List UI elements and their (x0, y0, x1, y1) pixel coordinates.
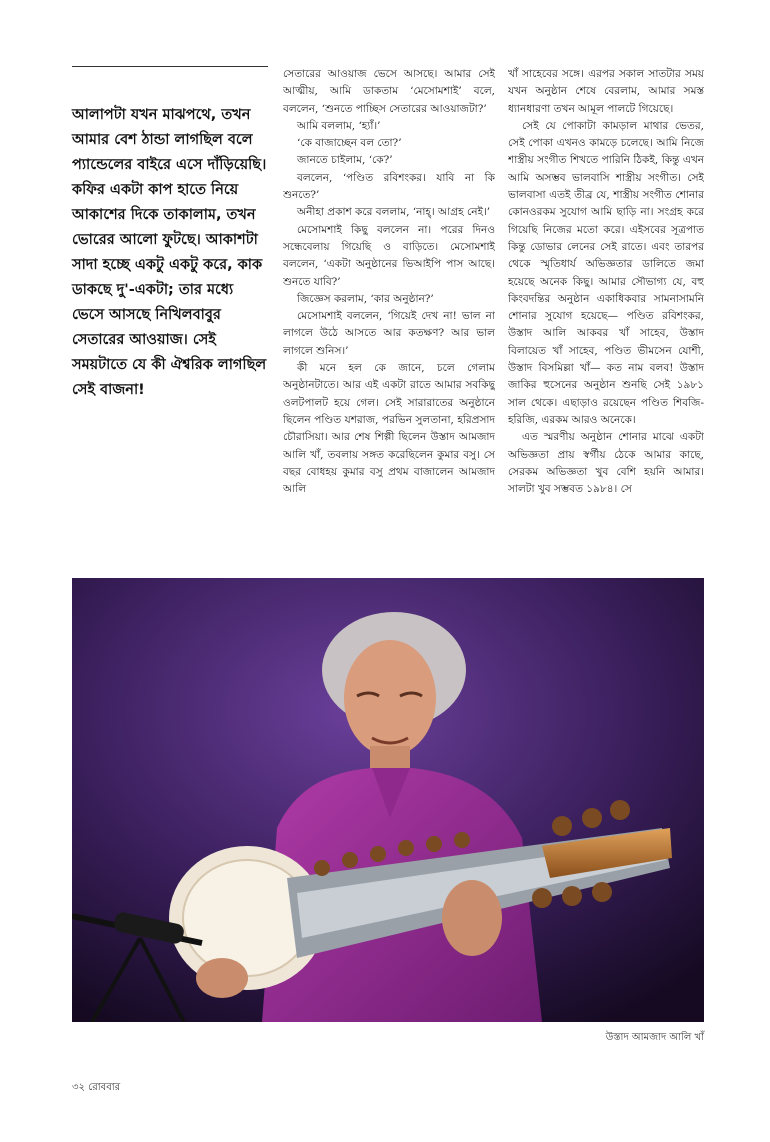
article-column-3 (508, 66, 704, 578)
col2-paragraph-10: কী মনে হল কে জানে, চলে গেলাম অনুষ্ঠানটাতে। আর এই একটা রাতে আমার সবকিছু ওলটপালট হয়ে গেল। সেই সারারাতের অনুষ্ঠানে ছিলেন পণ্ডিত যশরাজ, পরভিন সুলতানা, হরিপ্রসাদ চৌরাসিয়া। আর শেষ শিল্পী ছিলেন উস্তাদ আমজাদ আলি খাঁ, তবলায় সঙ্গত করেছিলেন কুমার বসু। সে বছর বোধহয় কুমার বসু প্রথম বাজালেন আমজাদ আলি (283, 362, 495, 496)
pull-quote: আলাপটা যখন মাঝপথে, তখন আমার বেশ ঠান্ডা লাগছিল বলে প্যান্ডেলের বাইরে এসে দাঁড়িয়েছি। কফির একটা কাপ হাতে নিয়ে আকাশের দিকে তাকালাম, তখন ভোরের আলো ফুটছে। আকাশটা সাদা হচ্ছে একটু একটু করে, কাক ডাকছে দু'-একটা; তার মধ্যে ভেসে আসছে নিখিলবাবুর সেতারের আওয়াজ। সেই সময়টাতে যে কী ঐশ্বরিক লাগছিল সেই বাজনা! (72, 107, 267, 398)
photo-caption: উস্তাদ আমজাদ আলি খাঁ (605, 1032, 704, 1043)
col3-paragraph-3: এত স্মরণীয় অনুষ্ঠান শোনার মাঝে একটা অভিজ্ঞতা প্রায় স্বর্গীয় ঠেকে আমার কাছে, সেরকম অভিজ্ঞতা খুব বেশি হয়নি আমার। সালটা খুব সম্ভবত ১৯৮৪। সে (508, 431, 704, 496)
col3-paragraph-2: সেই যে পোকাটা কামড়াল মাথার ভেতর, সেই পোকা এখনও কামড়ে চলেছে। আমি নিজে শাস্ত্রীয় সংগীত শিখতে পারিনি ঠিকই, কিন্তু এখন আমি অসম্ভব ভালবাসি শাস্ত্রীয় সংগীত। সেই ভালবাসা এতই তীব্র যে, শাস্ত্রীয় সংগীত শোনার কোনওরকম সুযোগ আমি ছাড়ি না। সংগ্রহ করে গিয়েছি নিজের মতো করে। এইসবের সূত্রপাত কিন্তু ডোভার লেনের সেই রাতে। এবং তারপর থেকে স্মৃতিধার্য অভিজ্ঞতার ডালিতে জমা হয়েছে অনেক কিছু। আমার সৌভাগ্য যে, বহু কিংবদন্তির অনুষ্ঠান একাধিকবার সামনাসামনি শোনার সুযোগ হয়েছে— পণ্ডিত রবিশংকর, উস্তাদ আলি আকবর খাঁ সাহেব, উস্তাদ বিলায়েত খাঁ সাহেব, পণ্ডিত ভীমসেন যোশী, উস্তাদ বিসমিল্লা খাঁ— কত নাম বলব! উস্তাদ জাকির হুসেনের অনুষ্ঠান শুনছি সেই ১৯৮১ সাল থেকে। এছাড়াও রয়েছেন পণ্ডিত শিবজি-হরিজি, এরকম আরও অনেকে। (508, 119, 704, 426)
col2-paragraph-1: সেতারের আওয়াজ ভেসে আসছে। আমার সেই আত্মীয়, আমি ডাকতাম ‘মেসোমশাই’ বলে, বললেন, ‘শুনতে পাচ্ছিস সেতারের আওয়াজটা?’ (283, 68, 495, 115)
musician-photo (72, 578, 704, 1022)
col2-paragraph-7: মেসোমশাই কিছু বললেন না। পরের দিনও সন্ধেবেলায় গিয়েছি ও বাড়িতে। মেসোমশাই বললেন, ‘একটা অনুষ্ঠানের ভিআইপি পাস আছে। শুনতে যাবি?’ (283, 223, 495, 288)
col2-paragraph-9: মেসোমশাই বললেন, ‘গিয়েই দেখ না! ভাল না লাগলে উঠে আসতে আর কতক্ষণ? আর ভাল লাগলে শুনিস।’ (283, 310, 495, 357)
col2-paragraph-2: আমি বললাম, ‘হ্যাঁ।’ (297, 119, 381, 132)
article-column-2 (283, 66, 495, 578)
col2-paragraph-3: ‘কে বাজাচ্ছেন বল তো?’ (297, 137, 402, 150)
col2-paragraph-5: বললেন, ‘পণ্ডিত রবিশংকর। যাবি না কি শুনতে?’ (283, 171, 495, 202)
page-folio: ৩২ রোববার (72, 1082, 121, 1093)
col2-paragraph-6: অনীহা প্রকাশ করে বললাম, ‘নাহ্। আগ্রহ নেই।’ (297, 206, 491, 219)
col2-paragraph-4: জানতে চাইলাম, ‘কে?’ (297, 154, 393, 167)
col3-paragraph-1: খাঁ সাহেবের সঙ্গে। এরপর সকাল সাতটার সময় যখন অনুষ্ঠান শেষে বেরলাম, আমার সমস্ত ধ্যানধারণা তখন আমূল পালটে গিয়েছে। (508, 68, 704, 115)
col2-paragraph-8: জিজ্ঞেস করলাম, ‘কার অনুষ্ঠান?’ (297, 292, 434, 305)
pull-quote-rule (72, 66, 268, 67)
